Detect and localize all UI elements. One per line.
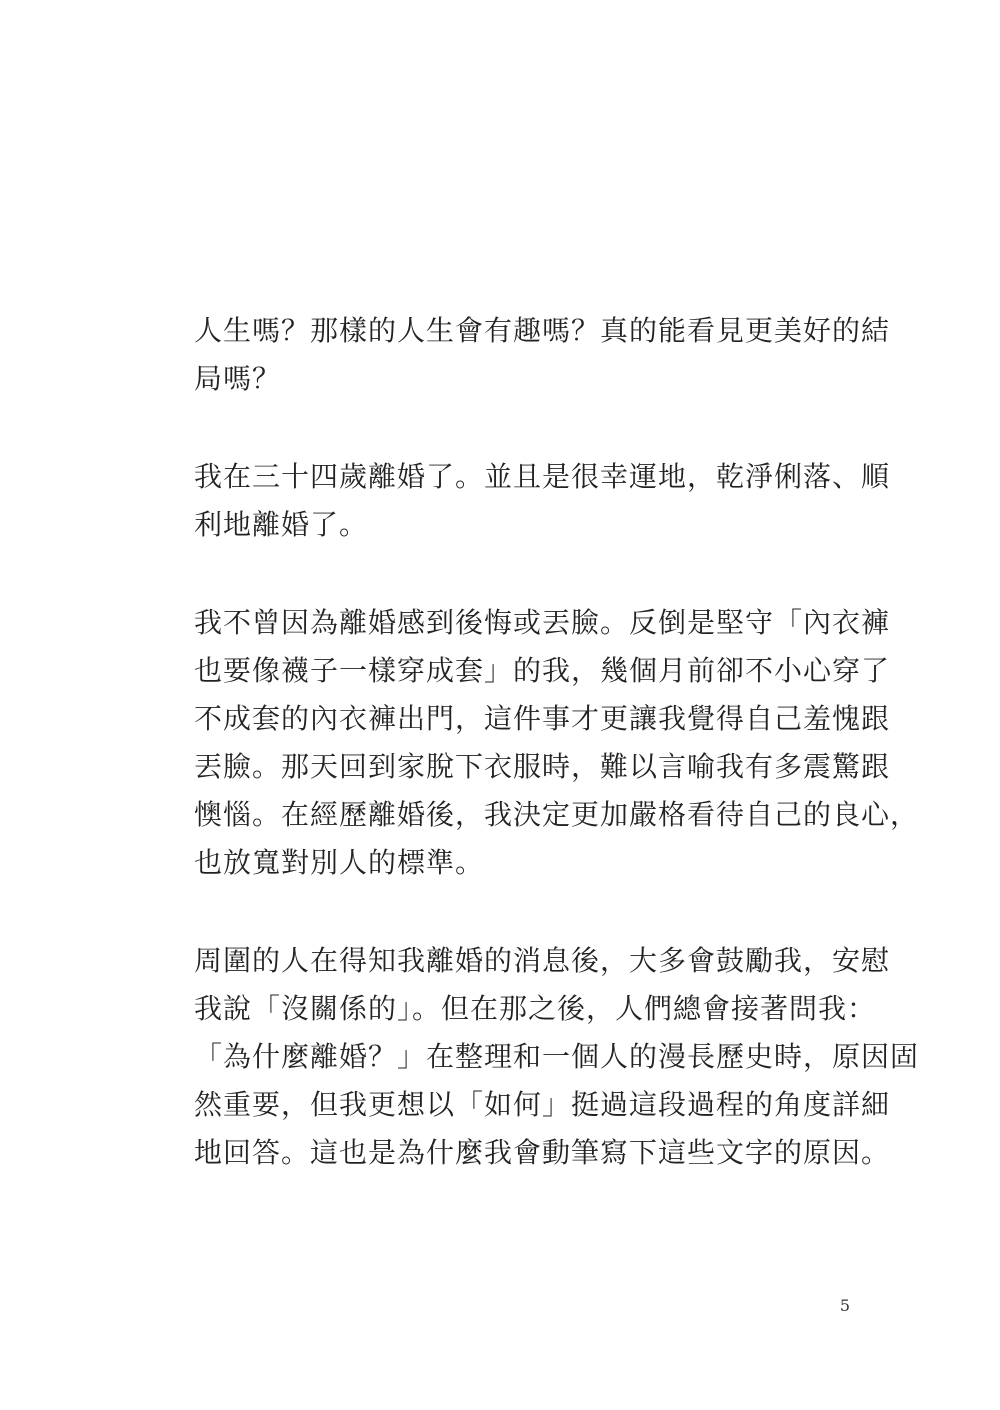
body-text (194, 307, 920, 1227)
text-line: 人生嗎？那樣的人生會有趣嗎？真的能看見更美好的結 (194, 314, 891, 347)
text-line: 我在三十四歲離婚了。並且是很幸運地，乾淨俐落、順 (194, 460, 891, 493)
text-line: 不成套的內衣褲出門，這件事才更讓我覺得自己羞愧跟 (194, 702, 891, 735)
text-line: 我不曾因為離婚感到後悔或丟臉。反倒是堅守「內衣褲 (194, 606, 891, 639)
text-line: 「為什麼離婚？」在整理和一個人的漫長歷史時，原因固 (194, 1040, 920, 1073)
page-number: 5 (839, 1296, 850, 1315)
paragraph-3 (194, 599, 920, 887)
text-line: 局嗎？ (194, 362, 282, 395)
paragraph-2 (194, 453, 891, 549)
text-line: 也要像襪子一樣穿成套」的我，幾個月前卻不小心穿了 (194, 654, 891, 687)
text-line: 丟臉。那天回到家脫下衣服時，難以言喻我有多震驚跟 (194, 750, 891, 783)
text-line: 懊惱。在經歷離婚後，我決定更加嚴格看待自己的良心， (194, 798, 920, 831)
text-line: 然重要，但我更想以「如何」挺過這段過程的角度詳細 (194, 1088, 891, 1121)
text-line: 周圍的人在得知我離婚的消息後，大多會鼓勵我，安慰 (194, 944, 891, 977)
text-line: 我說「沒關係的」。但在那之後，人們總會接著問我： (194, 992, 877, 1025)
text-line: 利地離婚了。 (194, 508, 369, 541)
text-line: 地回答。這也是為什麼我會動筆寫下這些文字的原因。 (194, 1136, 891, 1169)
text-line: 也放寬對別人的標準。 (194, 846, 485, 879)
paragraph-4 (194, 937, 920, 1177)
paragraph-1 (194, 307, 891, 403)
